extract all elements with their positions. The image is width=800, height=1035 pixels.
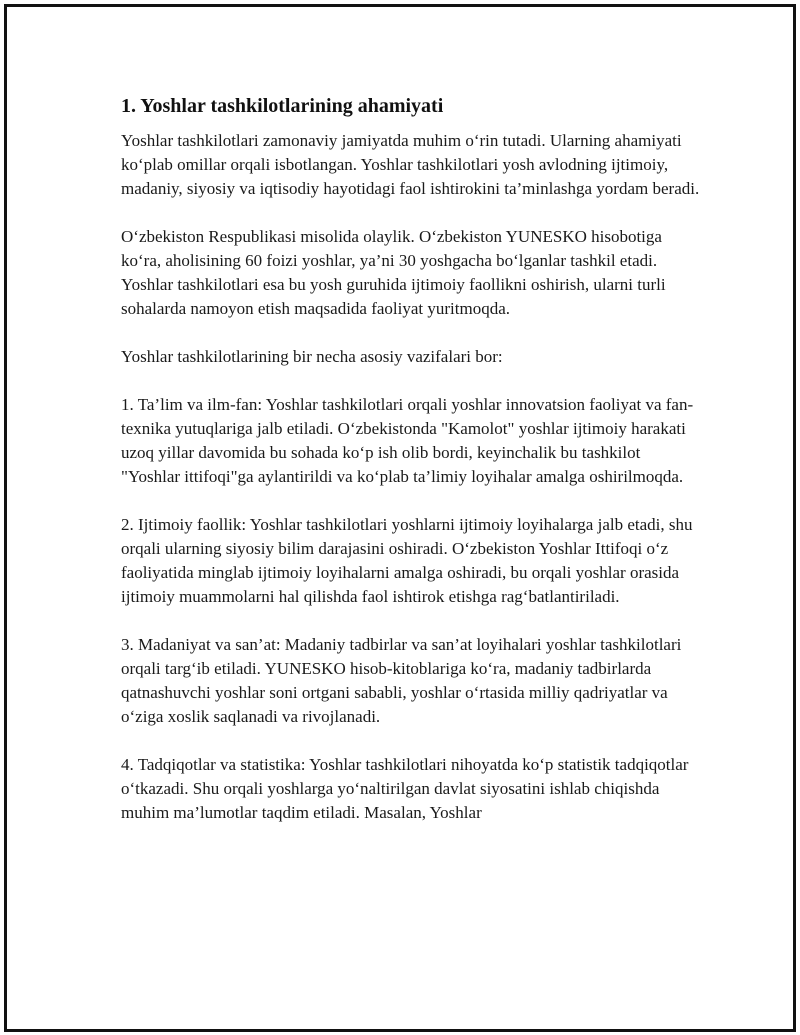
paragraph-research-statistics: 4. Tadqiqotlar va statistika: Yoshlar tashkilotlari nihoyatda ko‘p statistik tadqiqotlar o‘tkazadi. Shu orqali yoshlarga yo‘naltirilgan davlat siyosatini ishlab chiqishda muhim ma’lumotlar taqdim etiladi. Masalan, Yoshlar — [121, 755, 689, 822]
paragraph-culture-art: 3. Madaniyat va san’at: Madaniy tadbirlar va san’at loyihalari yoshlar tashkilotlari orqali targ‘ib etiladi. YUNESKO hisob-kitoblariga ko‘ra, madaniy tadbirlarda qatnashuvchi yoshlar soni ortgani sababli, yoshlar o‘rtasida milliy qadriyatlar va o‘ziga xoslik saqlanadi va rivojlanadi. — [121, 635, 682, 726]
page-frame — [4, 4, 796, 1032]
paragraph-education: 1. Ta’lim va ilm-fan: Yoshlar tashkilotlari orqali yoshlar innovatsion faoliyat va fan-texnika yutuqlariga jalb etiladi. O‘zbekistonda "Kamolot" yoshlar ijtimoiy harakati uzoq yillar davomida bu sohada ko‘p ish olib bordi, keyinchalik bu tashkilot "Yoshlar ittifoqi"ga aylantirildi va ko‘plab ta’limiy loyihalar amalga oshirilmoqda. — [121, 395, 694, 486]
document-body — [121, 93, 701, 849]
paragraph-social-activity: 2. Ijtimoiy faollik: Yoshlar tashkilotlari yoshlarni ijtimoiy loyihalarga jalb etadi, shu orqali ularning siyosiy bilim darajasini oshiradi. O‘zbekiston Yoshlar Ittifoqi o‘z faoliyatida minglab ijtimoiy loyihalarni amalga oshiradi, bu orqali yoshlar orasida ijtimoiy muammolarni hal qilishda faol ishtirok etishga rag‘batlantiriladi. — [121, 515, 693, 606]
paragraph-tasks-intro: Yoshlar tashkilotlarining bir necha asosiy vazifalari bor: — [121, 347, 503, 366]
section-heading: 1. Yoshlar tashkilotlarining ahamiyati — [121, 95, 444, 117]
paragraph-intro: Yoshlar tashkilotlari zamonaviy jamiyatda muhim o‘rin tutadi. Ularning ahamiyati ko‘plab omillar orqali isbotlangan. Yoshlar tashkilotlari yosh avlodning ijtimoiy, madaniy, siyosiy va iqtisodiy hayotidagi faol ishtirokini ta’minlashga yordam beradi. — [121, 131, 700, 198]
paragraph-uzbekistan-example: O‘zbekiston Respublikasi misolida olaylik. O‘zbekiston YUNESKO hisobotiga ko‘ra, aholisining 60 foizi yoshlar, ya’ni 30 yoshgacha bo‘lganlar tashkil etadi. Yoshlar tashkilotlari esa bu yosh guruhida ijtimoiy faollikni oshirish, ularni turli sohalarda namoyon etish maqsadida faoliyat yuritmoqda. — [121, 227, 666, 318]
